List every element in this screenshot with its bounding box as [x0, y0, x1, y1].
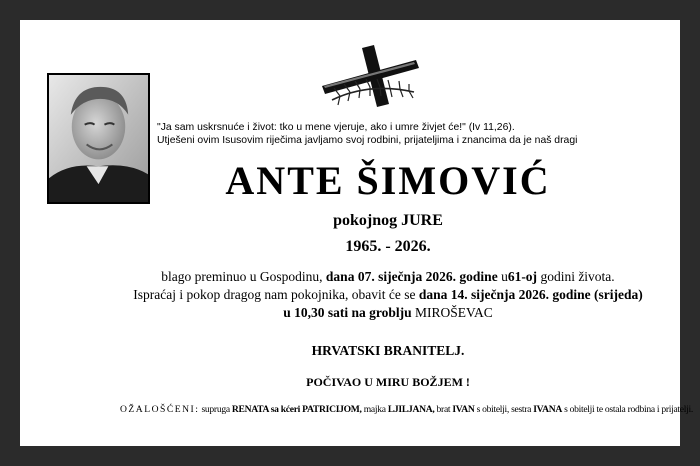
funeral-place-prefix: na groblju [351, 305, 412, 320]
mourners-line [120, 404, 693, 415]
death-date: dana 07. siječnja 2026. godine [325, 269, 498, 284]
father-prefix: pokojnog [333, 212, 398, 229]
death-text-end: godini života. [540, 269, 615, 284]
life-years: 1965. - 2026. [345, 238, 431, 255]
funeral-date: dana 14. siječnja 2026. godine (srijeda) [418, 287, 643, 302]
quote-line: "Ja sam uskrsnuće i život: tko u mene vjeruje, ako i umre živjet će!" (Iv 11,26). [157, 122, 515, 133]
veteran-title: HRVATSKI BRANITELJ. [311, 343, 465, 358]
cemetery-name: MIROŠEVAC [415, 305, 493, 320]
mourner-relation: brat [436, 404, 451, 415]
mourner-name: LJILJANA, [387, 404, 435, 415]
mourner-name: IVAN [452, 404, 475, 415]
cross-with-palm-branch-icon [314, 42, 432, 112]
funeral-text: Ispraćaj i pokop dragog nam pokojnika, obavit će se [133, 287, 416, 302]
scripture-quote [157, 121, 657, 147]
funeral-place-line [120, 304, 656, 322]
death-text-connector: u [501, 269, 508, 284]
death-and-funeral-details [120, 268, 656, 322]
mourner-name: IVANA [533, 404, 562, 415]
mourner-relation: s obitelji te ostala rodbina i prijatelji. [564, 404, 693, 415]
father-name: JURE [401, 212, 443, 229]
mourner-relation: supruga [201, 404, 230, 415]
obituary-notice [20, 20, 693, 446]
funeral-time: u 10,30 sati [283, 305, 349, 320]
mourner-name: RENATA sa kćeri PATRICIJOM, [231, 404, 362, 415]
rest-in-peace: POČIVAO U MIRU BOŽJEM ! [306, 375, 470, 389]
death-line [120, 268, 656, 286]
deceased-name: ANTE ŠIMOVIĆ [225, 158, 551, 203]
announcement-line: Utješeni ovim Isusovim riječima javljamo svoj rodbini, prijateljima i znancima da je naš dragi [157, 135, 578, 146]
father-line [120, 212, 656, 230]
age: 61-oj [507, 269, 538, 284]
death-text: blago preminuo u Gospodinu, [161, 269, 323, 284]
mourner-relation: majka [363, 404, 386, 415]
mourners-label: OŽALOŠĆENI: [120, 404, 200, 415]
funeral-line [120, 286, 656, 304]
mourner-relation: s obitelji, sestra [476, 404, 532, 415]
